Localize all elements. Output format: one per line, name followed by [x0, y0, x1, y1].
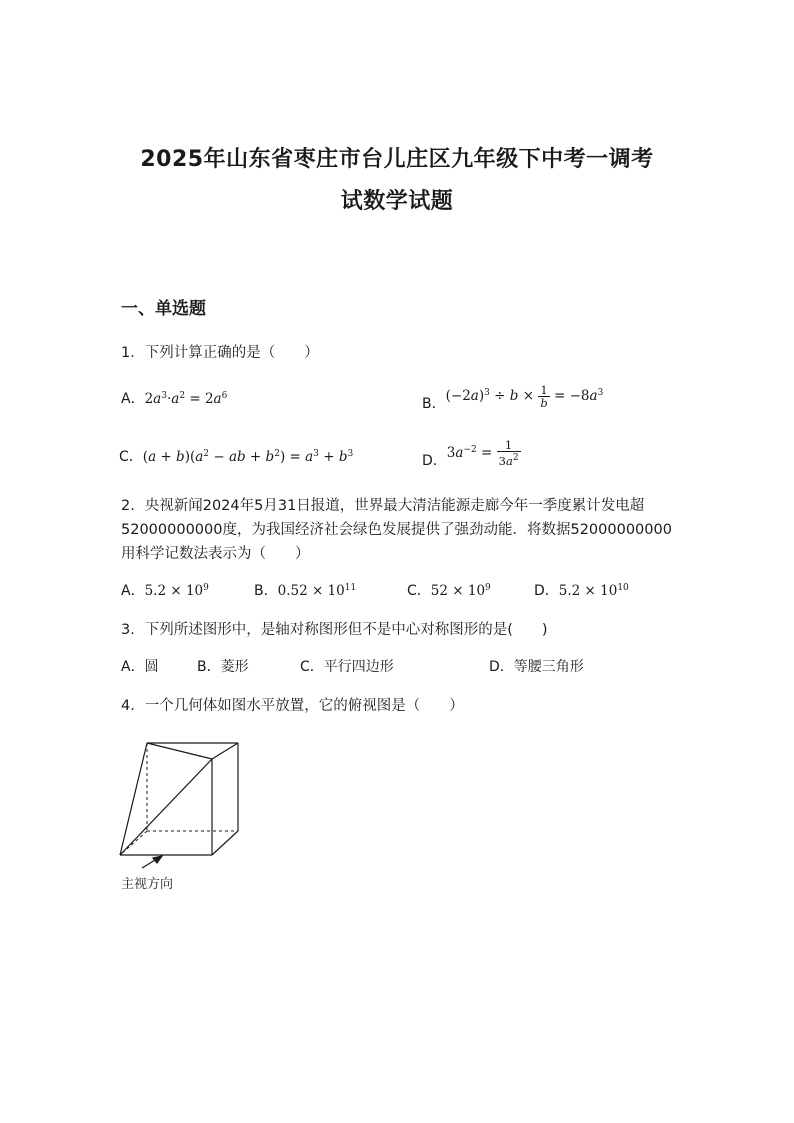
figure-edge: [120, 759, 212, 855]
option-label: D．: [422, 452, 447, 469]
option-c-expression: $(a + b)(a^2$ − ab + $b^2) = a^3 + b^3$: [142, 449, 354, 465]
question-2-option-c: [407, 580, 491, 600]
question-1-option-c: [119, 446, 353, 466]
option-b-expression: $(-2a)^3 \div b$ × $\frac{1}{b}$ = $-8a^3$: [445, 383, 604, 410]
question-3-option-c: C．平行四边形: [300, 659, 394, 675]
question-2-option-d: [534, 580, 629, 600]
option-label: C．: [407, 583, 431, 599]
option-a-expression: $2a^3\cdot a^2 = 2a^6$: [144, 391, 228, 407]
figure-edge: [212, 743, 238, 759]
question-2-stem-line2: 52000000000度，为我国经济社会绿色发展提供了强劲动能．将数据52000000000: [121, 522, 672, 538]
option-c-expression: $52 \times 10^9$: [430, 583, 491, 599]
question-3-option-b: B．菱形: [197, 659, 249, 675]
figure-edge: [120, 743, 147, 855]
question-3-option-a: A．圆: [121, 659, 159, 675]
option-label: A．: [121, 583, 145, 599]
figure-edge: [147, 743, 212, 759]
option-d-expression: $3a^{-2}$ = $\frac{1}{3a^2}$: [446, 438, 519, 468]
arrow-head-icon: [153, 856, 162, 863]
option-label: C．: [119, 449, 143, 465]
option-label: B．: [254, 583, 278, 599]
geometry-solid-figure: [110, 735, 250, 870]
question-2-option-a: [121, 580, 209, 600]
option-label: A．: [121, 391, 145, 407]
option-a-expression: $5.2 \times 10^9$: [144, 583, 209, 599]
question-2-stem-line3: 用科学记数法表示为（ ）: [121, 546, 310, 562]
page-title-line1: 2025年山东省枣庄市台儿庄区九年级下中考一调考: [140, 147, 654, 172]
figure-hidden-edge: [120, 831, 147, 855]
option-b-expression: $0.52 \times 10^{11}$: [277, 583, 357, 599]
question-1-option-b: [422, 383, 604, 412]
option-label: D．: [534, 583, 559, 599]
question-3-stem: 3．下列所述图形中，是轴对称图形但不是中心对称图形的是( ): [121, 622, 548, 638]
figure-caption: 主视方向: [121, 877, 174, 892]
question-1-option-a: [121, 388, 227, 408]
question-3-option-d: D．等腰三角形: [489, 659, 584, 675]
question-4-stem: 4．一个几何体如图水平放置，它的俯视图是（ ）: [121, 698, 464, 714]
question-1-stem: 1．下列计算正确的是（ ）: [121, 345, 319, 361]
question-2-stem-line1: 2．央视新闻2024年5月31日报道，世界最大清洁能源走廊今年一季度累计发电超: [121, 498, 645, 514]
page-title-line2: 试数学试题: [340, 189, 454, 214]
section-heading: 一、单选题: [121, 299, 206, 319]
figure-edge: [212, 831, 238, 855]
question-2-option-b: [254, 580, 356, 600]
option-d-expression: $5.2 \times 10^{10}$: [558, 583, 629, 599]
question-1-option-d: [422, 439, 521, 467]
option-label: B．: [422, 396, 446, 412]
